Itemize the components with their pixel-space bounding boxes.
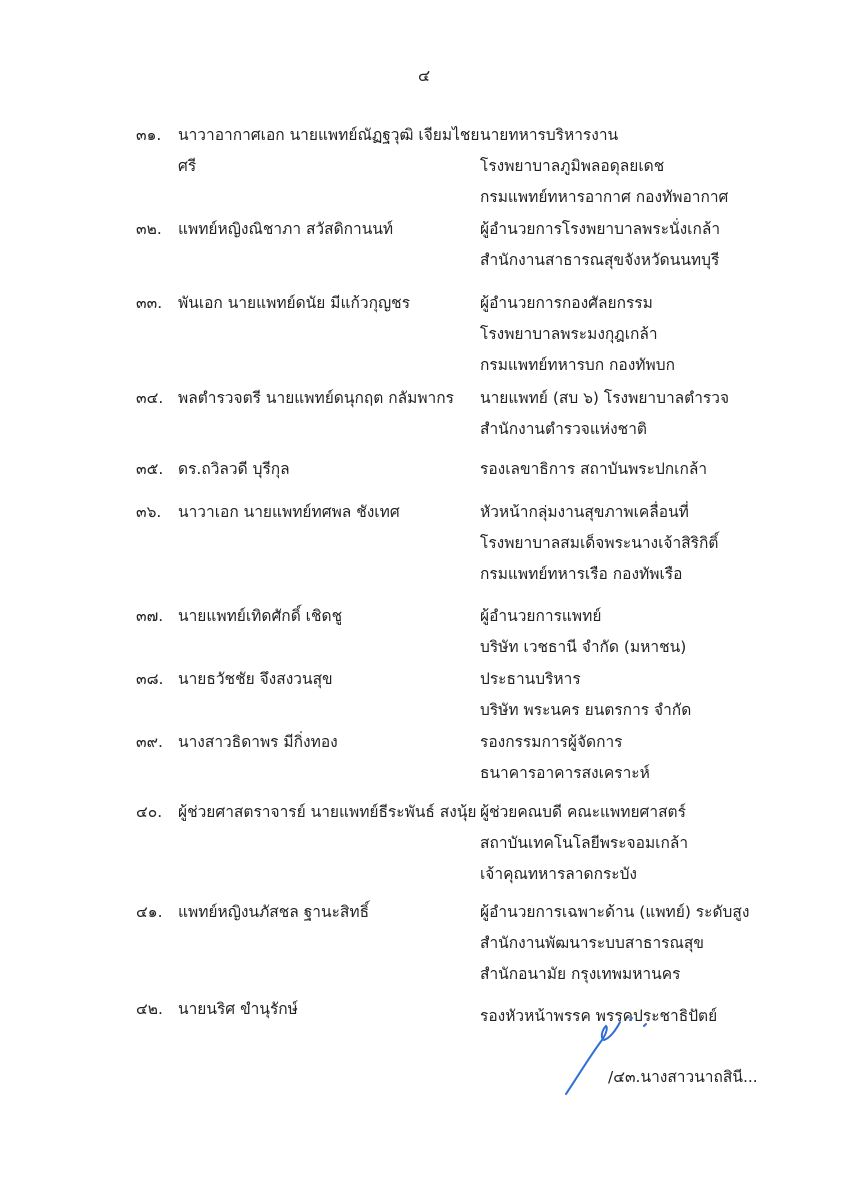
entry-position: หัวหน้ากลุ่มงานสุขภาพเคลื่อนที่ โรงพยาบาลสมเด็จพระนางเจ้าสิริกิติ์ กรมแพทย์ทหารเรือ กองทัพเรือ — [480, 503, 719, 583]
entry-number: ๓๘. — [136, 670, 164, 688]
entry-name: ผู้ช่วยศาสตราจารย์ นายแพทย์ธีระพันธ์ สงนุ้ย — [178, 803, 477, 821]
entry-name: นาวาเอก นายแพทย์ทศพล ชังเทศ — [178, 503, 400, 521]
appointee-list — [0, 120, 848, 1034]
entry-position: ผู้ช่วยคณบดี คณะแพทยศาสตร์ สถาบันเทคโนโลยีพระจอมเกล้า เจ้าคุณทหารลาดกระบัง — [480, 803, 689, 883]
entry-position: นายทหารบริหารงาน โรงพยาบาลภูมิพลอดุลยเดช กรมแพทย์ทหารอากาศ กองทัพอากาศ — [480, 126, 729, 206]
entry-position: ประธานบริหาร บริษัท พระนคร ยนตรการ จำกัด — [480, 670, 692, 719]
entry-position: ผู้อำนวยการโรงพยาบาลพระนั่งเกล้า สำนักงานสาธารณสุขจังหวัดนนทบุรี — [480, 220, 721, 269]
list-item — [0, 120, 848, 214]
entry-position: ผู้อำนวยการเฉพาะด้าน (แพทย์) ระดับสูง สำนักงานพัฒนาระบบสาธารณสุข สำนักอนามัย กรุงเทพมหานคร — [480, 903, 750, 983]
entry-number: ๓๙. — [136, 733, 163, 751]
entry-name: นายธวัชชัย จึงสงวนสุข — [178, 670, 333, 688]
entry-name: พันเอก นายแพทย์ดนัย มีแก้วกุญชร — [178, 294, 411, 312]
list-item — [0, 288, 848, 383]
list-item — [0, 797, 848, 897]
entry-number: ๔๒. — [136, 1000, 163, 1018]
signature-dot — [644, 1024, 646, 1026]
list-item — [0, 601, 848, 664]
list-item — [0, 497, 848, 601]
entry-name: ดร.ถวิลวดี บุรีกุล — [178, 460, 290, 478]
entry-name: นายแพทย์เทิดศักดิ์ เชิดชู — [178, 607, 343, 625]
entry-name: แพทย์หญิงนภัสชล ฐานะสิทธิ์ — [178, 903, 370, 921]
continuation-marker: /๔๓.นางสาวนาถสินี... — [608, 1068, 758, 1086]
entry-name: นาวาอากาศเอก นายแพทย์ณัฏฐวุฒิ เจียมไชยศรี — [178, 126, 480, 175]
entry-position: รองกรรมการผู้จัดการ ธนาคารอาคารสงเคราะห์ — [480, 733, 650, 782]
entry-number: ๔๑. — [136, 903, 163, 921]
entry-number: ๓๖. — [136, 503, 162, 521]
list-item — [0, 727, 848, 797]
entry-number: ๓๕. — [136, 460, 164, 478]
entry-position: ผู้อำนวยการกองศัลยกรรม โรงพยาบาลพระมงกุฎเกล้า กรมแพทย์ทหารบก กองทัพบก — [480, 294, 675, 374]
entry-position: รองเลขาธิการ สถาบันพระปกเกล้า — [480, 460, 708, 478]
page-number: ๔ — [417, 66, 431, 85]
entry-name: พลตำรวจตรี นายแพทย์ดนุกฤต กลัมพากร — [178, 389, 454, 407]
entry-position: ผู้อำนวยการแพทย์ บริษัท เวชธานี จำกัด (มหาชน) — [480, 607, 687, 656]
entry-number: ๔๐. — [136, 803, 163, 821]
entry-number: ๓๑. — [136, 126, 162, 144]
entry-name: นางสาวธิดาพร มีกิ่งทอง — [178, 733, 338, 751]
entry-position: นายแพทย์ (สบ ๖) โรงพยาบาลตำรวจ สำนักงานตำรวจแห่งชาติ — [480, 389, 730, 438]
list-item — [0, 897, 848, 994]
entry-name: แพทย์หญิงณิชาภา สวัสดิกานนท์ — [178, 220, 394, 238]
list-item — [0, 454, 848, 497]
list-item — [0, 383, 848, 454]
list-item — [0, 664, 848, 727]
entry-number: ๓๔. — [136, 389, 164, 407]
list-item — [0, 994, 848, 1034]
entry-number: ๓๗. — [136, 607, 164, 625]
list-item — [0, 214, 848, 288]
entry-name: นายนริศ ขำนุรักษ์ — [178, 1000, 298, 1018]
entry-number: ๓๒. — [136, 220, 162, 238]
entry-position: รองหัวหน้าพรรค พรรคประชาธิปัตย์ — [480, 1007, 718, 1025]
entry-number: ๓๓. — [136, 294, 163, 312]
